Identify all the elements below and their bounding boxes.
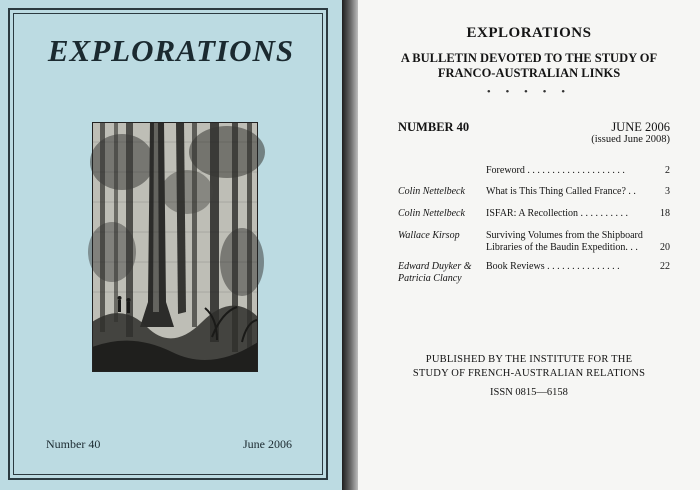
toc-author-continued: Patricia Clancy bbox=[398, 273, 462, 284]
toc-title: What is This Thing Called France? . . bbox=[486, 186, 636, 197]
issn-number: ISSN 0815—6158 bbox=[490, 387, 568, 398]
toc-title: ISFAR: A Recollection . . . . . . . . . . bbox=[486, 208, 629, 219]
page-title: EXPLORATIONS bbox=[466, 25, 592, 41]
cover-issue-date: June 2006 bbox=[243, 437, 292, 451]
toc-author: Edward Duyker & bbox=[398, 261, 472, 272]
contents-page bbox=[358, 0, 700, 490]
forest-engraving bbox=[92, 122, 258, 372]
cover-issue-number: Number 40 bbox=[46, 437, 101, 451]
issue-released-date: (issued June 2008) bbox=[591, 134, 670, 145]
toc-page-number: 18 bbox=[660, 208, 670, 219]
publisher-line: PUBLISHED BY THE INSTITUTE FOR THE bbox=[425, 354, 633, 365]
publisher-statement bbox=[358, 353, 700, 381]
page-subtitle bbox=[358, 51, 700, 81]
ornament-stars: • • • • • bbox=[486, 86, 572, 98]
toc-title-continued: Libraries of the Baudin Expedition. . . bbox=[486, 242, 638, 253]
toc-page-number: 20 bbox=[660, 242, 670, 253]
bulletin-cover bbox=[0, 0, 342, 490]
toc-title: Foreword . . . . . . . . . . . . . . . . . . . . bbox=[486, 165, 625, 176]
toc-author: Wallace Kirsop bbox=[398, 230, 460, 241]
spine-gutter bbox=[342, 0, 358, 490]
issue-number: NUMBER 40 bbox=[398, 120, 470, 134]
toc-author: Colin Nettelbeck bbox=[398, 186, 465, 197]
toc-title: Surviving Volumes from the Shipboard bbox=[486, 230, 643, 241]
subtitle-line: FRANCO-AUSTRALIAN LINKS bbox=[437, 66, 621, 80]
issue-date: JUNE 2006 bbox=[611, 120, 670, 134]
publisher-line: STUDY OF FRENCH-AUSTRALIAN RELATIONS bbox=[412, 368, 646, 379]
toc-page-number: 22 bbox=[660, 261, 670, 272]
toc-page-number: 3 bbox=[665, 186, 670, 197]
cover-title: EXPLORATIONS bbox=[47, 33, 295, 68]
toc-title: Book Reviews . . . . . . . . . . . . . . . bbox=[486, 261, 620, 272]
toc-author: Colin Nettelbeck bbox=[398, 208, 465, 219]
toc-page-number: 2 bbox=[665, 165, 670, 176]
subtitle-line: A BULLETIN DEVOTED TO THE STUDY OF bbox=[400, 51, 658, 65]
